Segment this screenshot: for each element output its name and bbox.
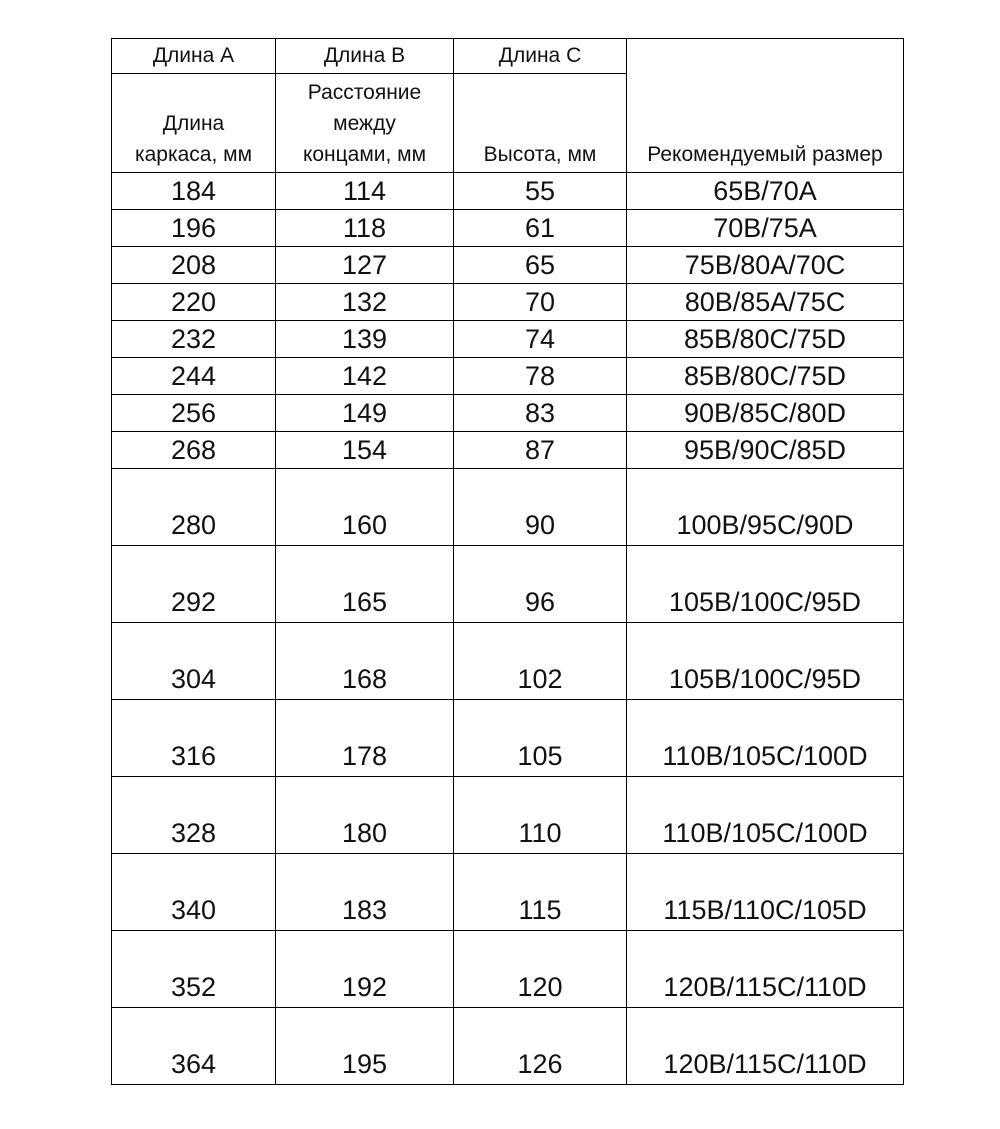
cell-length-c: 120 xyxy=(454,931,627,1008)
col-a-desc-line: каркаса, мм xyxy=(134,143,253,166)
cell-length-a: 220 xyxy=(112,284,276,321)
table-row xyxy=(112,210,904,247)
cell-length-b: 192 xyxy=(276,931,454,1008)
col-a-desc xyxy=(112,74,276,173)
cell-length-b: 127 xyxy=(276,247,454,284)
cell-recommended-size: 70B/75A xyxy=(627,210,904,247)
cell-length-c: 110 xyxy=(454,777,627,854)
cell-length-b: 195 xyxy=(276,1008,454,1085)
table-row xyxy=(112,931,904,1008)
cell-length-c: 61 xyxy=(454,210,627,247)
cell-length-c: 55 xyxy=(454,173,627,210)
col-b-desc xyxy=(276,74,454,173)
cell-length-c: 65 xyxy=(454,247,627,284)
cell-length-c: 96 xyxy=(454,546,627,623)
table-row xyxy=(112,321,904,358)
col-d-title-blank xyxy=(627,39,904,74)
cell-recommended-size: 95B/90C/85D xyxy=(627,432,904,469)
cell-recommended-size: 100B/95C/90D xyxy=(627,469,904,546)
header-row-descriptions xyxy=(112,74,904,173)
cell-length-a: 364 xyxy=(112,1008,276,1085)
cell-length-b: 178 xyxy=(276,700,454,777)
cell-length-a: 328 xyxy=(112,777,276,854)
cell-length-b: 149 xyxy=(276,395,454,432)
cell-recommended-size: 115B/110C/105D xyxy=(627,854,904,931)
cell-length-b: 132 xyxy=(276,284,454,321)
cell-recommended-size: 85B/80C/75D xyxy=(627,358,904,395)
table-row xyxy=(112,1008,904,1085)
cell-length-a: 280 xyxy=(112,469,276,546)
col-a-desc-line: Длина xyxy=(162,112,225,135)
table-row xyxy=(112,395,904,432)
table-row xyxy=(112,777,904,854)
cell-length-c: 115 xyxy=(454,854,627,931)
cell-length-b: 168 xyxy=(276,623,454,700)
cell-length-c: 90 xyxy=(454,469,627,546)
cell-length-a: 304 xyxy=(112,623,276,700)
col-b-desc-line: между xyxy=(333,112,396,135)
cell-length-c: 102 xyxy=(454,623,627,700)
cell-length-a: 208 xyxy=(112,247,276,284)
col-a-title: Длина А xyxy=(112,39,276,74)
cell-recommended-size: 65B/70A xyxy=(627,173,904,210)
cell-length-a: 292 xyxy=(112,546,276,623)
cell-length-b: 114 xyxy=(276,173,454,210)
cell-recommended-size: 90B/85C/80D xyxy=(627,395,904,432)
cell-length-b: 142 xyxy=(276,358,454,395)
cell-length-a: 196 xyxy=(112,210,276,247)
cell-length-a: 268 xyxy=(112,432,276,469)
cell-length-b: 154 xyxy=(276,432,454,469)
cell-length-c: 70 xyxy=(454,284,627,321)
cell-length-b: 160 xyxy=(276,469,454,546)
col-b-desc-line: Расстояние xyxy=(307,81,422,104)
cell-length-a: 340 xyxy=(112,854,276,931)
table-row xyxy=(112,854,904,931)
table-row xyxy=(112,546,904,623)
cell-length-a: 244 xyxy=(112,358,276,395)
col-d-desc: Рекомендуемый размер xyxy=(627,74,904,173)
cell-length-c: 83 xyxy=(454,395,627,432)
cell-recommended-size: 120B/115C/110D xyxy=(627,1008,904,1085)
table-row xyxy=(112,284,904,321)
col-c-desc: Высота, мм xyxy=(454,74,627,173)
table-row xyxy=(112,700,904,777)
table-row xyxy=(112,623,904,700)
header-row-titles xyxy=(112,39,904,74)
cell-length-b: 118 xyxy=(276,210,454,247)
cell-length-c: 87 xyxy=(454,432,627,469)
cell-length-a: 316 xyxy=(112,700,276,777)
cell-recommended-size: 110B/105C/100D xyxy=(627,700,904,777)
cell-length-a: 232 xyxy=(112,321,276,358)
cell-recommended-size: 75B/80A/70C xyxy=(627,247,904,284)
table-row xyxy=(112,358,904,395)
cell-length-a: 256 xyxy=(112,395,276,432)
cell-recommended-size: 80B/85A/75C xyxy=(627,284,904,321)
cell-length-a: 352 xyxy=(112,931,276,1008)
cell-length-b: 183 xyxy=(276,854,454,931)
col-c-title: Длина С xyxy=(454,39,627,74)
cell-length-b: 180 xyxy=(276,777,454,854)
cell-length-c: 105 xyxy=(454,700,627,777)
cell-recommended-size: 105B/100C/95D xyxy=(627,546,904,623)
cell-length-b: 165 xyxy=(276,546,454,623)
cell-length-b: 139 xyxy=(276,321,454,358)
table-row xyxy=(112,247,904,284)
cell-length-c: 126 xyxy=(454,1008,627,1085)
cell-length-c: 78 xyxy=(454,358,627,395)
table-row xyxy=(112,432,904,469)
cell-recommended-size: 120B/115C/110D xyxy=(627,931,904,1008)
col-b-desc-line: концами, мм xyxy=(302,143,427,166)
cell-recommended-size: 110B/105C/100D xyxy=(627,777,904,854)
cell-recommended-size: 85B/80C/75D xyxy=(627,321,904,358)
cell-length-a: 184 xyxy=(112,173,276,210)
col-b-title: Длина В xyxy=(276,39,454,74)
size-table xyxy=(111,38,904,1085)
table-row xyxy=(112,469,904,546)
cell-length-c: 74 xyxy=(454,321,627,358)
cell-recommended-size: 105B/100C/95D xyxy=(627,623,904,700)
table-row xyxy=(112,173,904,210)
